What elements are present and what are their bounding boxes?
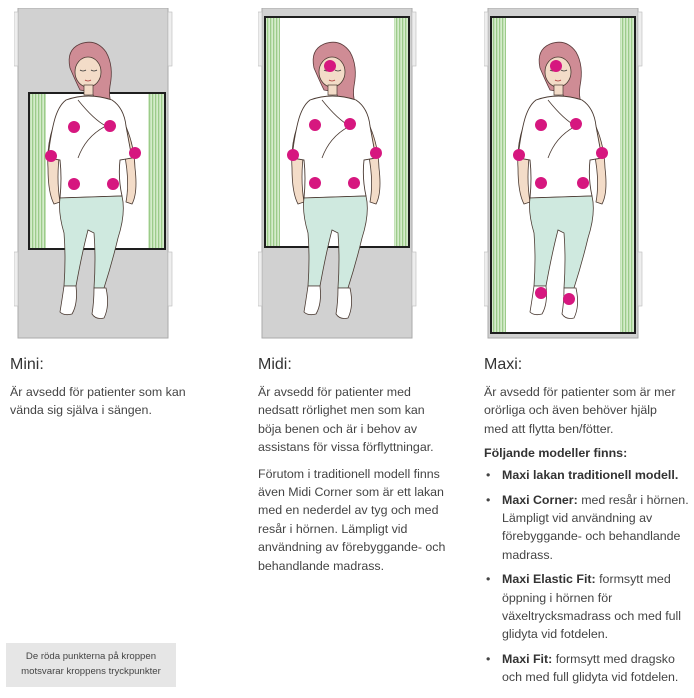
maxi-heading: Maxi: xyxy=(484,356,523,373)
list-item xyxy=(484,650,689,687)
model-name: Maxi Fit: xyxy=(502,651,553,666)
bullet-icon: • xyxy=(486,651,491,666)
model-name: Maxi Corner: xyxy=(502,492,578,507)
midi-bed-illustration xyxy=(258,8,420,340)
bullet-icon: • xyxy=(486,468,491,483)
maxi-description: Är avsedd för patienter som är mer orörliga och även behöver hjälp med att flytta ben/fötter. xyxy=(484,385,676,436)
list-item xyxy=(484,570,689,644)
model-description: med resår i hörnen. Lämpligt vid användning av förebyggande- och behandlande madrass. xyxy=(502,492,689,562)
model-description: formsytt med öppning i hörnen för växeltrycksmadrass och med full glidyta vid fotdelen. xyxy=(502,572,682,642)
bullet-icon: • xyxy=(486,492,491,507)
midi-column xyxy=(258,356,463,583)
pressure-point-note xyxy=(6,643,176,687)
models-subheading: Följande modeller finns: xyxy=(484,446,628,461)
mini-bed-illustration xyxy=(14,8,176,340)
midi-description: Är avsedd för patienter med nedsatt rörlighet men som kan böja benen och är i behov av assistans för vissa förflyttningar. xyxy=(258,385,434,455)
model-name: Maxi Elastic Fit: xyxy=(502,572,596,587)
maxi-bed-illustration xyxy=(484,8,646,340)
bullet-icon: • xyxy=(486,572,491,587)
mini-description: Är avsedd för patienter som kan vända sig själva i sängen. xyxy=(10,385,186,418)
list-item xyxy=(484,466,689,484)
mini-column xyxy=(10,356,230,428)
mini-heading: Mini: xyxy=(10,356,44,373)
note-line-1: De röda punkterna på kroppen xyxy=(25,651,157,662)
midi-heading: Midi: xyxy=(258,356,292,373)
maxi-column xyxy=(484,356,689,693)
models-list xyxy=(484,466,689,686)
note-line-2: motsvarar kroppens tryckpunkter xyxy=(21,666,161,677)
model-name: Maxi lakan traditionell modell. xyxy=(502,468,679,483)
list-item xyxy=(484,491,689,565)
model-description: formsytt med dragsko och med full glidyta vid fotdelen. xyxy=(502,651,679,685)
midi-corner-description: Förutom i traditionell modell finns även Midi Corner som är ett lakan med en nederdel av tyg och med resår i hörnen. Lämpligt vid användning av förebyggande- och behandlande madrass. xyxy=(258,466,446,573)
